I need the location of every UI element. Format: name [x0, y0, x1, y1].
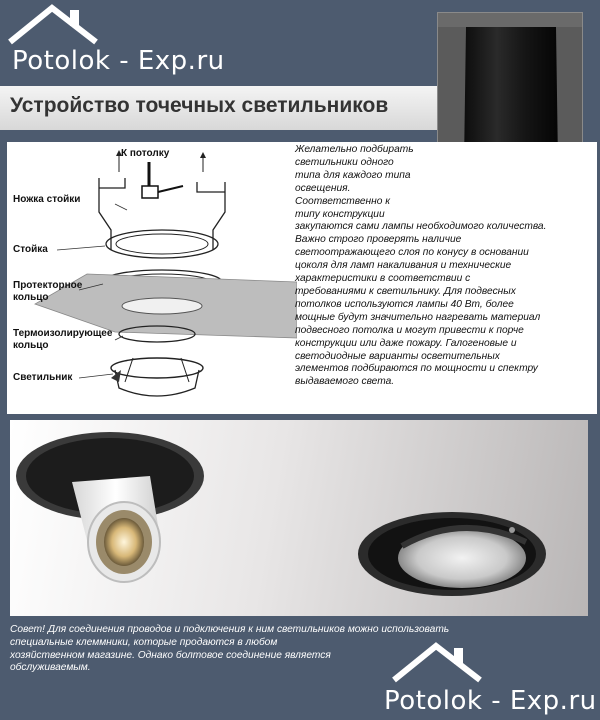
logo-bottom[interactable] [376, 640, 600, 720]
desc-line: светодиодные варианты осветительных [295, 350, 500, 362]
desc-line: светильники одного [295, 156, 394, 168]
tip-line: обслуживаемым. [10, 662, 91, 674]
page-title: Устройство точечных светильников [10, 94, 389, 117]
desc-line: светоотражающего слоя по конусу в основании [295, 247, 529, 259]
title-band [0, 86, 438, 130]
tip-line: хозяйственном магазине. Однако болтовое соединение является [10, 649, 331, 661]
label-thermo-ring-1: Термоизолирующее [13, 328, 113, 339]
desc-line: потолков используются лампы 40 Вт, более [295, 298, 514, 310]
desc-line: мощные будут значительно нагревать материал [295, 311, 541, 323]
desc-line: Важно строго проверять наличие [295, 234, 462, 246]
desc-line: типу конструкции [295, 208, 385, 220]
house-roof-icon [392, 640, 492, 684]
main-panel [7, 142, 597, 414]
desc-line: подвесного потолка и могут привести к порче [295, 324, 524, 336]
desc-line: Соответственно к [295, 195, 391, 207]
desc-line: цоколя для ламп накаливания и технические [295, 260, 512, 272]
label-to-ceiling: К потолку [121, 148, 170, 159]
photo-recessed-spotlights [10, 420, 588, 616]
tip-line: Совет! Для соединения проводов и подключения к ним светильников можно использовать [10, 624, 450, 635]
label-stand-leg: Ножка стойки [13, 194, 81, 205]
desc-line: освещения. [295, 182, 351, 194]
desc-line: закупаются сами лампы необходимого количества. [295, 221, 547, 233]
logo-text: Potolok - Exp.ru [12, 46, 225, 76]
desc-line: типа для каждого типа [295, 169, 411, 181]
desc-line: Желательно подбирать [295, 144, 414, 155]
label-protective-ring-2: кольцо [13, 292, 49, 303]
tip-line: специальные клеммники, которые продаются в любом [10, 636, 278, 648]
desc-line: требованиями к светильнику. Для подвесных [295, 285, 516, 297]
description-text [295, 144, 595, 389]
desc-line: выдаваемого света. [295, 376, 395, 388]
label-thermo-ring-2: кольцо [13, 340, 49, 351]
label-protective-ring-1: Протекторное [13, 280, 83, 291]
desc-line: конструкции или даже пожару. Галогеновые и [295, 337, 517, 349]
desc-line: элементов подбираются по мощности и спектру [295, 363, 538, 375]
label-stand: Стойка [13, 244, 48, 255]
logo-top[interactable] [4, 2, 254, 82]
desc-line: характеристики в соответствии с [295, 273, 471, 285]
house-roof-icon [8, 2, 108, 46]
label-fixture: Светильник [13, 372, 73, 383]
logo-text: Potolok - Exp.ru [384, 686, 597, 716]
mounting-diagram [7, 142, 297, 414]
